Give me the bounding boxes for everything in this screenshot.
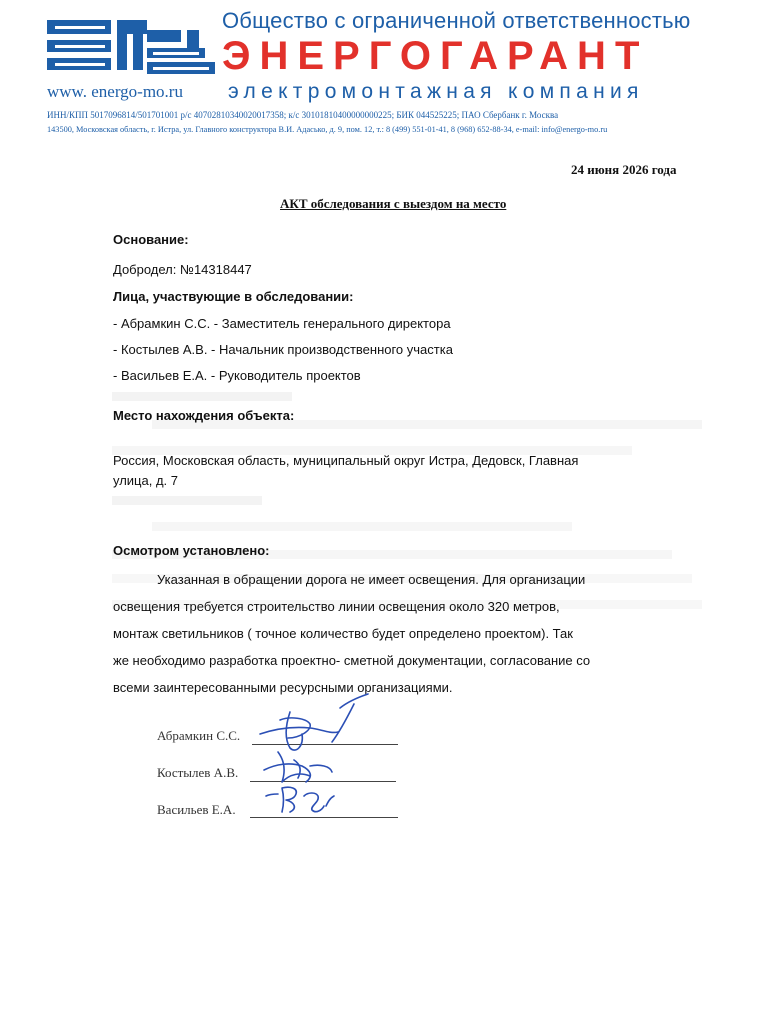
company-subtitle: электромонтажная компания xyxy=(228,80,644,103)
company-logo-graphic xyxy=(47,18,215,80)
basis-label: Основание: xyxy=(113,232,189,247)
basis-value: Добродел: №14318447 xyxy=(113,262,252,277)
findings-line: Указанная в обращении дорога не имеет освещения. Для организации xyxy=(157,572,586,587)
company-requisites: ИНН/КПП 5017096814/501701001 р/с 40702810340020017358; к/с 30101810400000000225; БИК 044525225; ПАО Сбербанк г. Москва xyxy=(47,110,559,120)
participants-label: Лица, участвующие в обследовании: xyxy=(113,289,354,304)
company-website[interactable]: www. energo-mo.ru xyxy=(47,82,183,101)
signature-name: Васильев Е.А. xyxy=(157,802,236,817)
findings-label: Осмотром установлено: xyxy=(113,543,270,558)
location-label: Место нахождения объекта: xyxy=(113,408,295,423)
location-line: Россия, Московская область, муниципальный округ Истра, Дедовск, Главная xyxy=(113,453,579,468)
participant-item: - Абрамкин С.С. - Заместитель генерального директора xyxy=(113,316,451,331)
handwritten-signatures xyxy=(250,690,390,820)
findings-line: монтаж светильников ( точное количество будет определено проектом). Так xyxy=(113,626,573,641)
location-line: улица, д. 7 xyxy=(113,473,178,488)
participant-item: - Костылев А.В. - Начальник производственного участка xyxy=(113,342,453,357)
findings-line: всеми заинтересованными ресурсными организациями. xyxy=(113,680,453,695)
participant-item: - Васильев Е.А. - Руководитель проектов xyxy=(113,368,361,383)
document-title: АКТ обследования с выездом на место xyxy=(280,196,507,211)
document-date: 24 июня 2026 года xyxy=(571,162,677,177)
company-legal-form: Общество с ограниченной ответственностью xyxy=(222,8,691,33)
findings-line: освещения требуется строительство линии освещения около 320 метров, xyxy=(113,599,560,614)
company-name: ЭНЕРГОГАРАНТ xyxy=(222,34,649,78)
signature-name: Костылев А.В. xyxy=(157,765,239,780)
findings-line: же необходимо разработка проектно- сметной документации, согласование со xyxy=(113,653,591,668)
signature-name: Абрамкин С.С. xyxy=(157,728,241,743)
company-address: 143500, Московская область, г. Истра, ул. Главного конструктора В.И. Адасько, д. 9, пом. 12, т.: 8 (499) 551-01-41, 8 (968) 652-88-34, e-mail: info@energo-mo.ru xyxy=(47,125,608,134)
company-logo xyxy=(47,18,215,80)
